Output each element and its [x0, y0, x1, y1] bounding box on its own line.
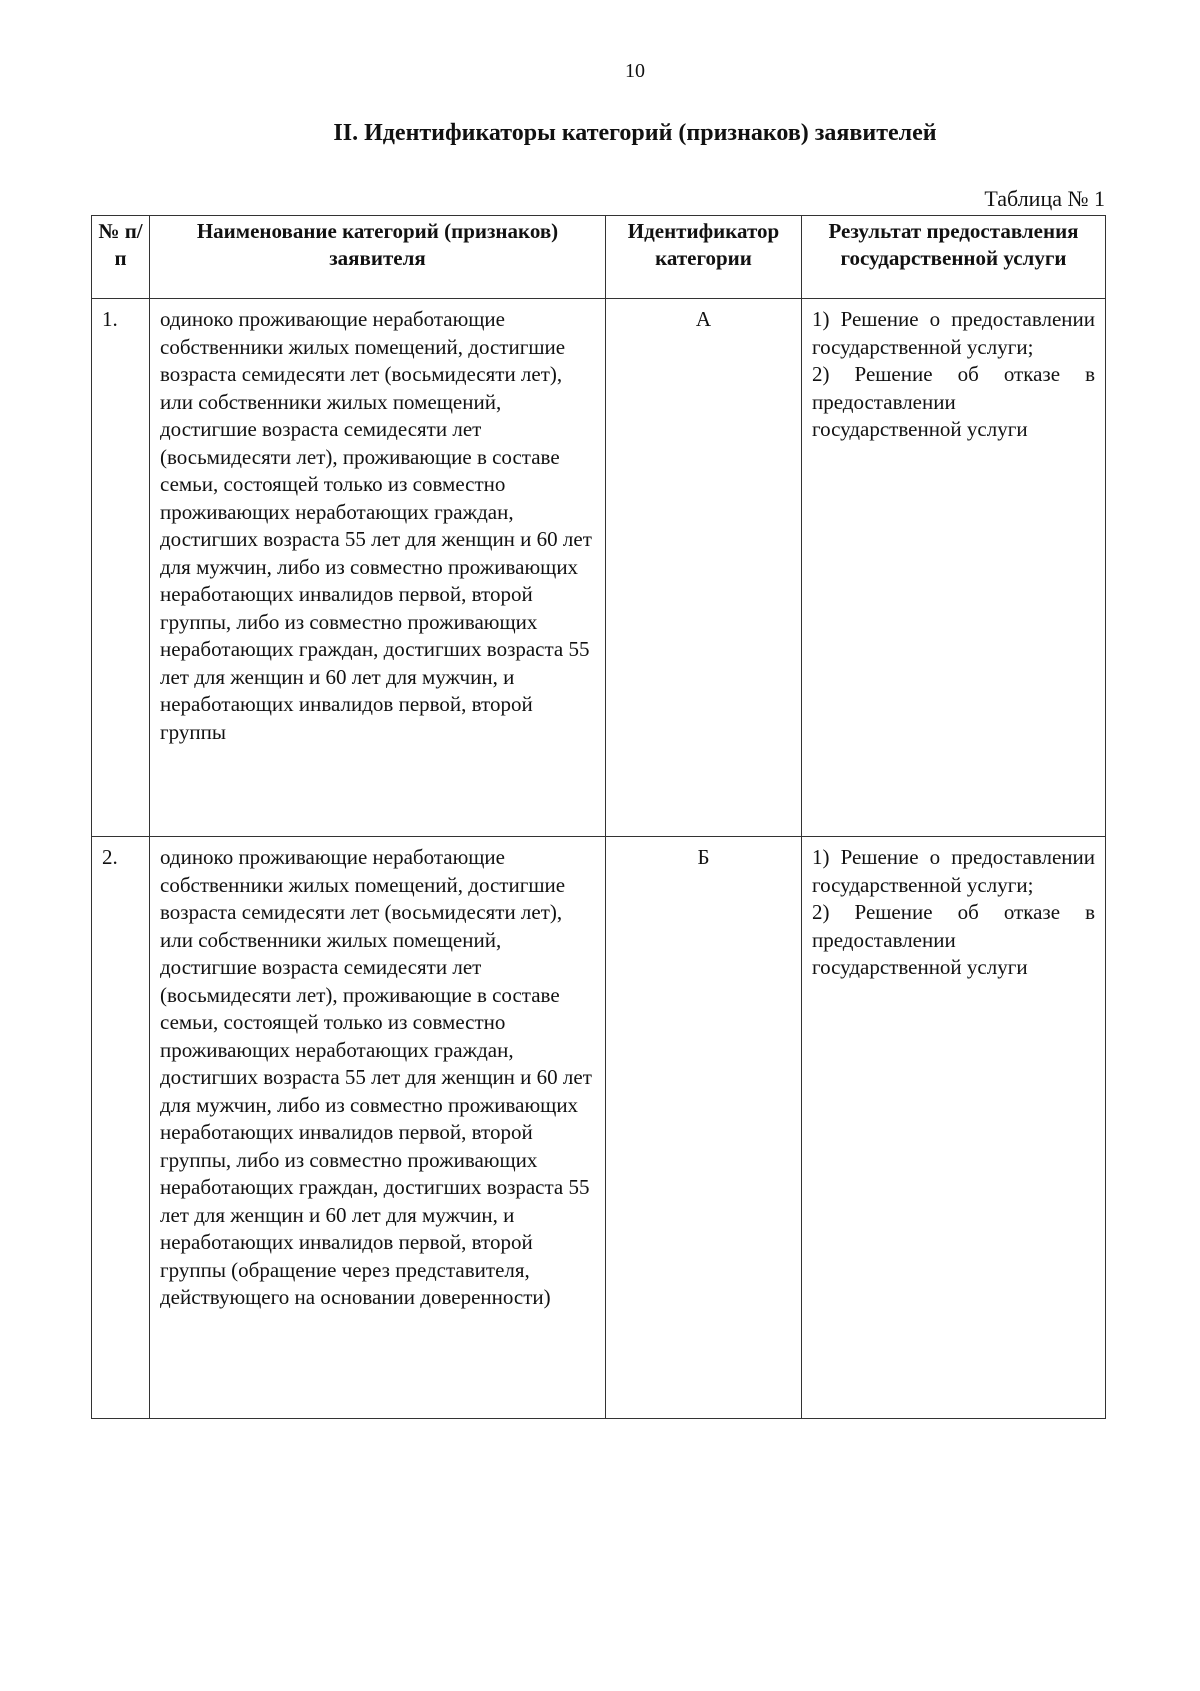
result-refuse: 2) Решение об отказе в предоставлении государственной услуги — [812, 362, 1095, 441]
section-title: II. Идентификаторы категорий (признаков) заявителей — [333, 120, 937, 146]
category-id: А — [606, 299, 802, 837]
result-approve: 1) Решение о предоставлении государственной услуги; — [812, 307, 1095, 359]
row-number: 2. — [92, 837, 150, 1419]
header-category-name: Наименование категорий (признаков) заявителя — [150, 216, 606, 299]
service-result — [802, 299, 1106, 837]
row-number: 1. — [92, 299, 150, 837]
service-result — [802, 837, 1106, 1419]
table-label: Таблица № 1 — [984, 186, 1105, 211]
category-name: одиноко проживающие неработающие собственники жилых помещений, достигшие возраста семидесяти лет (восьмидесяти лет), или собственники жилых помещений, достигшие возраста семидесяти лет (восьмидесяти лет), проживающие в составе семьи, состоящей только из совместно проживающих неработающих граждан, достигших возраста 55 лет для женщин и 60 лет для мужчин, либо из совместно проживающих неработающих инвалидов первой, второй группы, либо из совместно проживающих неработающих граждан, достигших возраста 55 лет для женщин и 60 лет для мужчин, и неработающих инвалидов первой, второй группы (обращение через представителя, действующего на основании доверенности) — [150, 837, 606, 1419]
table-header-row — [92, 216, 1106, 299]
header-category-id: Идентификатор категории — [606, 216, 802, 299]
category-id: Б — [606, 837, 802, 1419]
table-row — [92, 299, 1106, 837]
table-row — [92, 837, 1106, 1419]
header-number: № п/п — [92, 216, 150, 299]
page-number: 10 — [625, 60, 645, 82]
result-approve: 1) Решение о предоставлении государственной услуги; — [812, 845, 1095, 897]
categories-table — [91, 215, 1106, 1419]
header-result: Результат предоставления государственной услуги — [802, 216, 1106, 299]
category-name: одиноко проживающие неработающие собственники жилых помещений, достигшие возраста семидесяти лет (восьмидесяти лет), или собственники жилых помещений, достигшие возраста семидесяти лет (восьмидесяти лет), проживающие в составе семьи, состоящей только из совместно проживающих неработающих граждан, достигших возраста 55 лет для женщин и 60 лет для мужчин, либо из совместно проживающих неработающих инвалидов первой, второй группы, либо из совместно проживающих неработающих граждан, достигших возраста 55 лет для женщин и 60 лет для мужчин, и неработающих инвалидов первой, второй группы — [150, 299, 606, 837]
result-refuse: 2) Решение об отказе в предоставлении государственной услуги — [812, 900, 1095, 979]
